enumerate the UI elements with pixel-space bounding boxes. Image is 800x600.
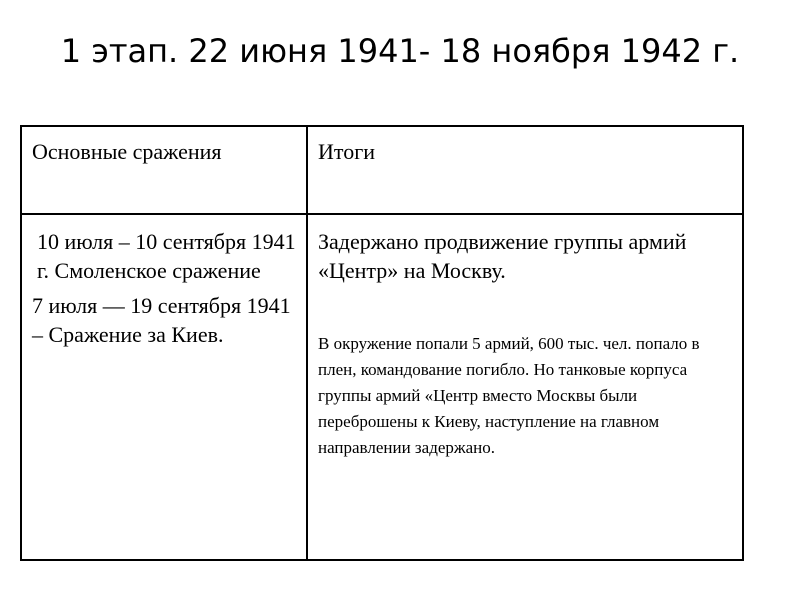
smolensk-battle-text: 10 июля – 10 сентября 1941 г. Смоленское сражение [37,229,296,283]
header-results: Итоги [307,126,743,214]
battles-table [20,125,744,561]
smolensk-result-text: Задержано продвижение группы армий «Центр» на Москву. [318,229,687,283]
table-header-row [21,126,743,214]
table-row [21,214,743,560]
slide-title: 1 этап. 22 июня 1941- 18 ноября 1942 г. [60,32,740,70]
results-cell [307,214,743,560]
header-main-battles: Основные сражения [21,126,307,214]
kiev-battle-text: 7 июля — 19 сентября 1941 – Сражение за Киев. [32,293,291,347]
kiev-result-text: В окружение попали 5 армий, 600 тыс. чел. попало в плен, командование погибло. Но танковые корпуса группы армий «Центр вместо Москвы были переброшены к Киеву, наступление на главном направлении задержано. [318,334,700,457]
battles-cell [21,214,307,560]
